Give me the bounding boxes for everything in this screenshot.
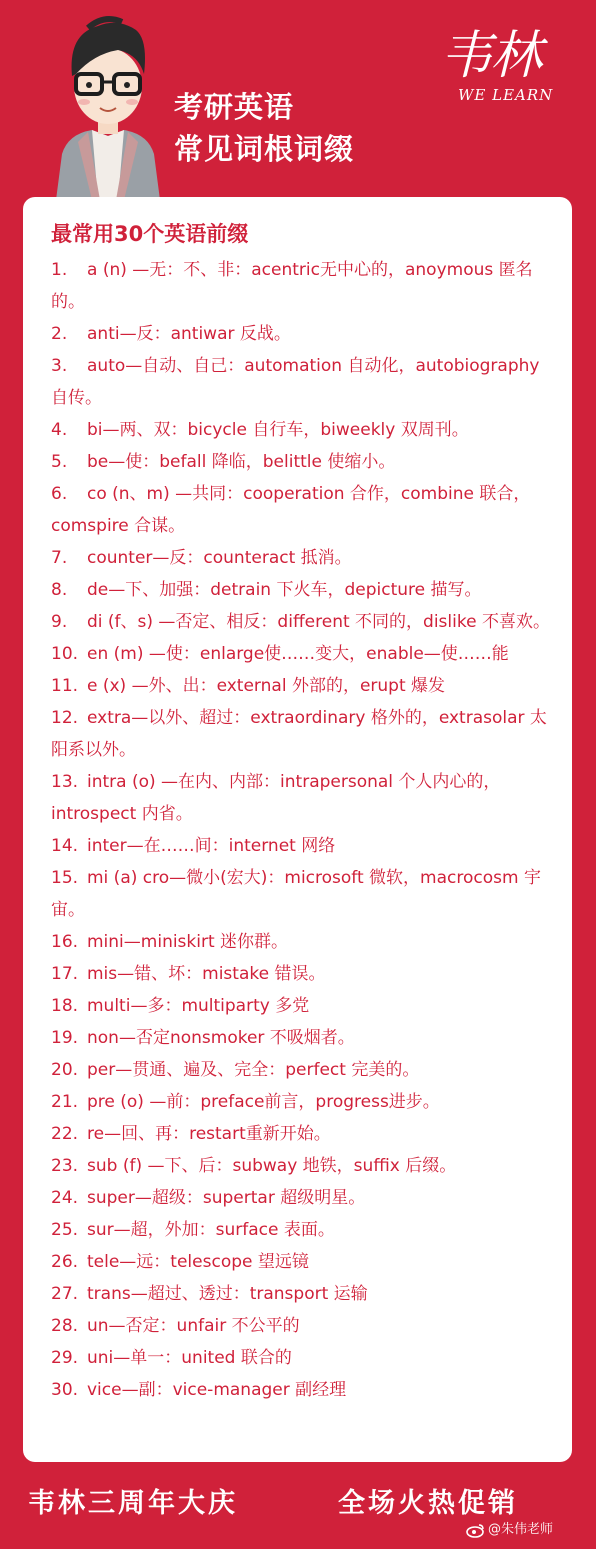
list-item-text: multi—多：multiparty 多党 [87,996,310,1016]
list-item-number: 26. [51,1252,79,1272]
list-item-number: 21. [51,1092,79,1112]
list-item-text: a (n) —无：不、非：acentric无中心的，anoymous 匿名的。 [51,260,533,312]
list-item-text: bi—两、双：bicycle 自行车，biweekly 双周刊。 [87,420,469,440]
list-item [51,446,556,478]
list-item-text: mis—错、坏：mistake 错误。 [87,964,326,984]
list-item-number: 8. [51,580,68,600]
logo-english-text: WE LEARN [458,86,554,104]
list-item-number: 1. [51,260,68,280]
list-item [51,1054,556,1086]
list-item [51,926,556,958]
list-item-number: 11. [51,676,79,696]
list-item [51,1182,556,1214]
content-card [23,197,572,1462]
list-item [51,318,556,350]
list-item [51,1278,556,1310]
list-item-text: trans—超过、透过：transport 运输 [87,1284,368,1304]
list-item-number: 9. [51,612,68,632]
list-item-text: re—回、再：restart重新开始。 [87,1124,331,1144]
list-item-number: 25. [51,1220,79,1240]
header-title [174,86,354,170]
teacher-avatar-illustration [48,14,168,200]
list-item-text: vice—副：vice-manager 副经理 [87,1380,347,1400]
list-item [51,1342,556,1374]
list-item-text: un—否定：unfair 不公平的 [87,1316,300,1336]
list-item-text: auto—自动、自己：automation 自动化，autobiography 自传。 [51,356,540,408]
list-item-text: di (f、s) —否定、相反：different 不同的，dislike 不喜欢。 [87,612,550,632]
prefix-list [51,254,556,1406]
list-item-text: co (n、m) —共同：cooperation 合作，combine 联合，comspire 合谋。 [51,484,531,536]
list-item [51,702,556,766]
list-item-number: 7. [51,548,68,568]
list-item-text: uni—单一：united 联合的 [87,1348,292,1368]
list-item-number: 4. [51,420,68,440]
list-item-text: sub (f) —下、后：subway 地铁，suffix 后缀。 [87,1156,457,1176]
list-item-number: 18. [51,996,79,1016]
list-item-number: 16. [51,932,79,952]
list-item [51,862,556,926]
list-item-number: 29. [51,1348,79,1368]
list-item-number: 15. [51,868,79,888]
list-item-number: 5. [51,452,68,472]
list-item-number: 23. [51,1156,79,1176]
list-item-number: 2. [51,324,68,344]
list-item [51,990,556,1022]
list-item-number: 12. [51,708,79,728]
list-item [51,670,556,702]
list-item [51,638,556,670]
list-item-number: 13. [51,772,79,792]
we-learn-logo [440,26,570,116]
list-item [51,350,556,414]
header-title-line2: 常见词根词缀 [174,132,355,166]
card-title: 最常用30个英语前缀 [51,222,249,246]
list-item-text: pre (o) —前：preface前言，progress进步。 [87,1092,440,1112]
list-item-text: de—下、加强：detrain 下火车，depicture 描写。 [87,580,482,600]
list-item [51,414,556,446]
header-title-line1: 考研英语 [174,90,295,124]
list-item-text: inter—在……间：internet 网络 [87,836,336,856]
list-item-text: anti—反：antiwar 反战。 [87,324,291,344]
list-item [51,1214,556,1246]
list-item-number: 28. [51,1316,79,1336]
list-item-text: be—使：befall 降临，belittle 使缩小。 [87,452,396,472]
list-item-text: counter—反：counteract 抵消。 [87,548,352,568]
list-item [51,766,556,830]
list-item [51,830,556,862]
list-item [51,1086,556,1118]
list-item [51,478,556,542]
list-item [51,542,556,574]
list-item-text: tele—远：telescope 望远镜 [87,1252,309,1272]
list-item-text: sur—超，外加：surface 表面。 [87,1220,335,1240]
list-item-text: per—贯通、遍及、完全：perfect 完美的。 [87,1060,420,1080]
list-item-text: mi (a) cro—微小(宏大)：microsoft 微软，macrocosm 宇宙。 [51,868,541,920]
list-item-number: 27. [51,1284,79,1304]
list-item [51,254,556,318]
list-item-number: 20. [51,1060,79,1080]
list-item [51,1022,556,1054]
list-item-number: 22. [51,1124,79,1144]
list-item-number: 19. [51,1028,79,1048]
list-item-number: 10. [51,644,79,664]
weibo-watermark: @朱伟老师 [488,1522,554,1537]
list-item-text: intra (o) —在内、内部：intrapersonal 个人内心的，introspect 内省。 [51,772,501,824]
list-item-number: 14. [51,836,79,856]
list-item [51,1374,556,1406]
footer-anniversary-text: 韦林三周年大庆 [28,1488,238,1519]
list-item-text: non—否定nonsmoker 不吸烟者。 [87,1028,355,1048]
list-item-number: 17. [51,964,79,984]
weibo-icon [466,1522,486,1538]
list-item [51,1246,556,1278]
list-item [51,1118,556,1150]
list-item-number: 6. [51,484,68,504]
list-item [51,606,556,638]
list-item-text: mini—miniskirt 迷你群。 [87,932,289,952]
list-item-text: en (m) —使：enlarge使……变大，enable—使……能 [87,644,509,664]
logo-chinese-text: 韦林 [440,26,541,86]
list-item-number: 24. [51,1188,79,1208]
list-item-text: extra—以外、超过：extraordinary 格外的，extrasolar 太阳系以外。 [51,708,547,760]
list-item [51,574,556,606]
footer-promo-text: 全场火热促销 [338,1488,518,1519]
list-item-text: e (x) —外、出：external 外部的，erupt 爆发 [87,676,446,696]
list-item [51,1150,556,1182]
list-item [51,958,556,990]
list-item-text: super—超级：supertar 超级明星。 [87,1188,366,1208]
list-item-number: 3. [51,356,68,376]
list-item-number: 30. [51,1380,79,1400]
list-item [51,1310,556,1342]
